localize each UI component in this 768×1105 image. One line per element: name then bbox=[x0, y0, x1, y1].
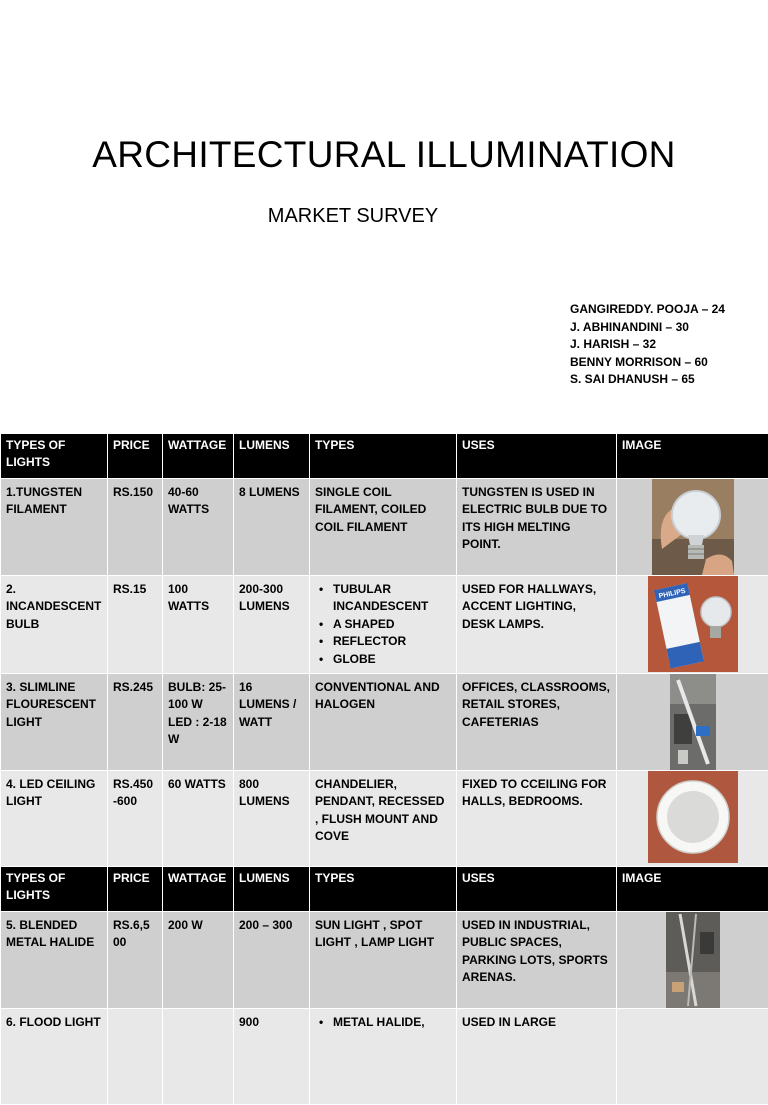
member-name: BENNY MORRISON – 60 bbox=[570, 354, 725, 372]
tungsten-bulb-photo bbox=[652, 479, 734, 575]
types-cell bbox=[310, 576, 457, 674]
price-cell: RS.450 -600 bbox=[108, 771, 163, 867]
price-cell: RS.150 bbox=[108, 479, 163, 576]
wattage-cell bbox=[163, 674, 234, 771]
wattage-led: LED : 2-18 W bbox=[168, 715, 227, 746]
uses-cell: FIXED TO CCEILING FOR HALLS, BEDROOMS. bbox=[457, 771, 617, 867]
column-header: IMAGE bbox=[617, 867, 768, 912]
lumens-cell: 200-300 LUMENS bbox=[234, 576, 310, 674]
column-header: WATTAGE bbox=[163, 434, 234, 479]
image-cell bbox=[617, 1009, 768, 1105]
wattage-cell: 60 WATTS bbox=[163, 771, 234, 867]
light-name: 5. BLENDED METAL HALIDE bbox=[1, 912, 108, 1009]
page-title: ARCHITECTURAL ILLUMINATION bbox=[0, 134, 768, 176]
table-row bbox=[1, 674, 768, 771]
table-row bbox=[1, 479, 768, 576]
column-header: TYPES bbox=[310, 867, 457, 912]
price-cell: RS.245 bbox=[108, 674, 163, 771]
wattage-cell bbox=[163, 1009, 234, 1105]
types-cell: CHANDELIER, PENDANT, RECESSED , FLUSH MOUNT AND COVE bbox=[310, 771, 457, 867]
image-cell bbox=[617, 479, 768, 576]
table-row bbox=[1, 771, 768, 867]
column-header: WATTAGE bbox=[163, 867, 234, 912]
lumens-cell: 900 bbox=[234, 1009, 310, 1105]
member-name: J. ABHINANDINI – 30 bbox=[570, 319, 725, 337]
metal-halide-photo bbox=[666, 912, 720, 1008]
lumens-cell: 8 LUMENS bbox=[234, 479, 310, 576]
uses-cell: USED IN INDUSTRIAL, PUBLIC SPACES, PARKING LOTS, SPORTS ARENAS. bbox=[457, 912, 617, 1009]
types-cell: SINGLE COIL FILAMENT, COILED COIL FILAMENT bbox=[310, 479, 457, 576]
table-header-row bbox=[1, 434, 768, 479]
table-row bbox=[1, 912, 768, 1009]
table-header-row bbox=[1, 867, 768, 912]
uses-cell: USED IN LARGE bbox=[457, 1009, 617, 1105]
column-header: TYPES OF LIGHTS bbox=[1, 434, 108, 479]
lumens-cell: 16 LUMENS / WATT bbox=[234, 674, 310, 771]
light-name: 6. FLOOD LIGHT bbox=[1, 1009, 108, 1105]
table-row bbox=[1, 576, 768, 674]
uses-cell: TUNGSTEN IS USED IN ELECTRIC BULB DUE TO ITS HIGH MELTING POINT. bbox=[457, 479, 617, 576]
package-brand-label: PHILIPS bbox=[658, 588, 686, 601]
table-row bbox=[1, 1009, 768, 1105]
led-ceiling-light-photo bbox=[648, 771, 738, 863]
list-item: • REFLECTOR bbox=[333, 633, 451, 650]
uses-cell: OFFICES, CLASSROOMS, RETAIL STORES, CAFETERIAS bbox=[457, 674, 617, 771]
types-cell bbox=[310, 1009, 457, 1105]
light-name: 4. LED CEILING LIGHT bbox=[1, 771, 108, 867]
light-name: 3. SLIMLINE FLOURESCENT LIGHT bbox=[1, 674, 108, 771]
uses-cell: USED FOR HALLWAYS, ACCENT LIGHTING, DESK LAMPS. bbox=[457, 576, 617, 674]
column-header: PRICE bbox=[108, 434, 163, 479]
lights-survey-table bbox=[0, 433, 768, 1105]
price-cell bbox=[108, 1009, 163, 1105]
column-header: USES bbox=[457, 434, 617, 479]
image-cell bbox=[617, 771, 768, 867]
member-name: J. HARISH – 32 bbox=[570, 336, 725, 354]
column-header: PRICE bbox=[108, 867, 163, 912]
light-name: 2. INCANDESCENT BULB bbox=[1, 576, 108, 674]
price-cell: RS.6,5 00 bbox=[108, 912, 163, 1009]
types-list bbox=[315, 1014, 451, 1031]
price-cell: RS.15 bbox=[108, 576, 163, 674]
column-header: TYPES OF LIGHTS bbox=[1, 867, 108, 912]
wattage-cell: 40-60 WATTS bbox=[163, 479, 234, 576]
page-subtitle: MARKET SURVEY bbox=[0, 205, 706, 228]
list-item: • TUBULAR INCANDESCENT bbox=[333, 581, 451, 616]
image-cell bbox=[617, 576, 768, 674]
wattage-cell: 100 WATTS bbox=[163, 576, 234, 674]
image-cell bbox=[617, 912, 768, 1009]
column-header: LUMENS bbox=[234, 867, 310, 912]
light-name: 1.TUNGSTEN FILAMENT bbox=[1, 479, 108, 576]
types-cell: CONVENTIONAL AND HALOGEN bbox=[310, 674, 457, 771]
column-header: TYPES bbox=[310, 434, 457, 479]
types-cell: SUN LIGHT , SPOT LIGHT , LAMP LIGHT bbox=[310, 912, 457, 1009]
wattage-bulb: BULB: 25-100 W bbox=[168, 680, 226, 711]
team-members bbox=[570, 301, 725, 389]
member-name: GANGIREDDY. POOJA – 24 bbox=[570, 301, 725, 319]
column-header: USES bbox=[457, 867, 617, 912]
fluorescent-light-photo bbox=[670, 674, 716, 770]
member-name: S. SAI DHANUSH – 65 bbox=[570, 371, 725, 389]
types-list bbox=[315, 581, 451, 668]
column-header: LUMENS bbox=[234, 434, 310, 479]
wattage-cell: 200 W bbox=[163, 912, 234, 1009]
list-item: • METAL HALIDE, bbox=[333, 1014, 451, 1031]
lumens-cell: 200 – 300 bbox=[234, 912, 310, 1009]
image-cell bbox=[617, 674, 768, 771]
list-item: • A SHAPED bbox=[333, 616, 451, 633]
lumens-cell: 800 LUMENS bbox=[234, 771, 310, 867]
column-header: IMAGE bbox=[617, 434, 768, 479]
list-item: • GLOBE bbox=[333, 651, 451, 668]
incandescent-bulb-photo bbox=[648, 576, 738, 672]
